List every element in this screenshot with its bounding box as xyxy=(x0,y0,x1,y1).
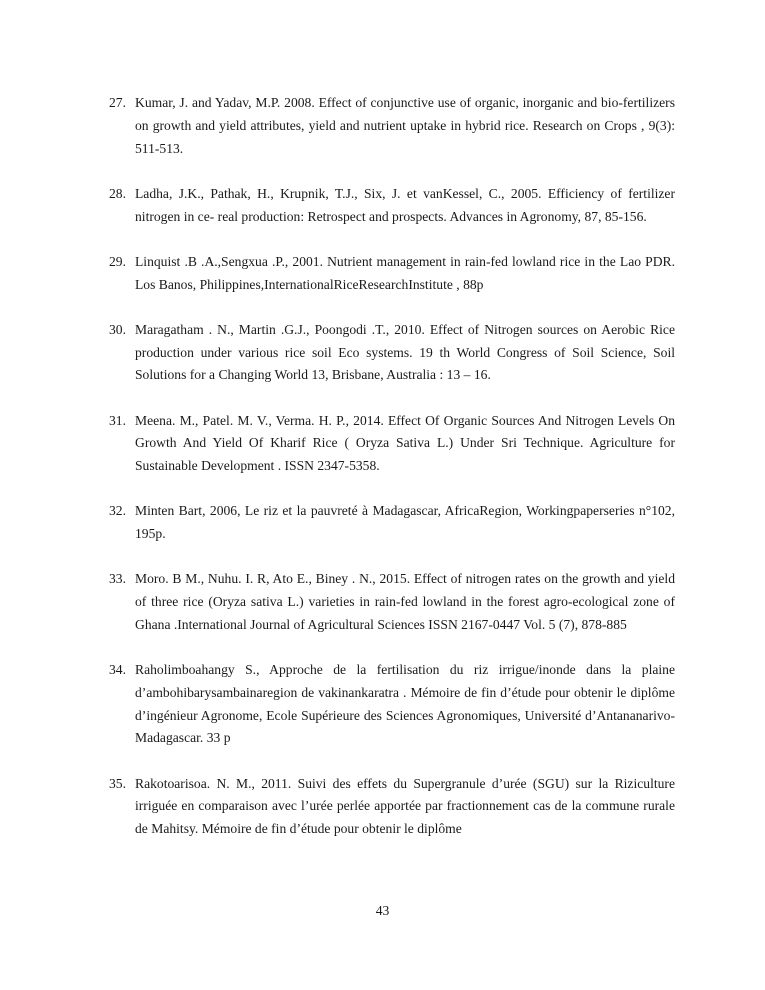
reference-list xyxy=(109,92,675,863)
reference-text: Rakotoarisoa. N. M., 2011. Suivi des effets du Supergranule d’urée (SGU) sur la Riziculture irriguée en comparaison avec l’urée perlée apportée par fractionnement cas de la commune rurale de Mahitsy. Mémoire de fin d’étude pour obtenir le diplôme xyxy=(135,775,675,837)
reference-text: Raholimboahangy S., Approche de la fertilisation du riz irrigue/inonde dans la plaine d’ambohibarysambainaregion de vakinankaratra . Mémoire de fin d’étude pour obtenir le diplôme d’ingénieur Agronome, Ecole Supérieure des Sciences Agronomiques, Université d’Antananarivo-Madagascar. 33 p xyxy=(135,662,675,746)
reference-text: Meena. M., Patel. M. V., Verma. H. P., 2014. Effect Of Organic Sources And Nitrogen Levels On Growth And Yield Of Kharif Rice ( Oryza Sativa L.) Under Sri Technique. Agriculture for Sustainable Development . ISSN 2347-5358. xyxy=(135,412,675,474)
reference-item xyxy=(109,410,675,478)
reference-number: 34. xyxy=(109,662,126,678)
reference-number: 31. xyxy=(109,412,126,428)
reference-item xyxy=(109,500,675,546)
reference-text: Maragatham . N., Martin .G.J., Poongodi .T., 2010. Effect of Nitrogen sources on Aerobic Rice production under various rice soil Eco systems. 19 th World Congress of Soil Science, Soil Solutions for a Changing World 13, Brisbane, Australia : 13 – 16. xyxy=(135,321,675,383)
reference-text: Linquist .B .A.,Sengxua .P., 2001. Nutrient management in rain-fed lowland rice in the Lao PDR. Los Banos, Philippines,InternationalRiceResearchInstitute , 88p xyxy=(135,253,675,292)
reference-item xyxy=(109,319,675,387)
reference-item xyxy=(109,568,675,636)
page-number: 43 xyxy=(375,903,390,918)
reference-number: 30. xyxy=(109,321,126,337)
reference-number: 32. xyxy=(109,503,126,519)
reference-item xyxy=(109,659,675,750)
reference-number: 27. xyxy=(109,95,126,110)
reference-item xyxy=(109,251,675,297)
reference-number: 29. xyxy=(109,253,126,269)
reference-text: Minten Bart, 2006, Le riz et la pauvreté à Madagascar, AfricaRegion, Workingpaperseries n°102, 195p. xyxy=(135,503,675,542)
reference-item xyxy=(109,773,675,841)
reference-number: 35. xyxy=(109,775,126,791)
reference-text: Moro. B M., Nuhu. I. R, Ato E., Biney . N., 2015. Effect of nitrogen rates on the growth and yield of three rice (Oryza sativa L.) varieties in rain-fed lowland in the forest agro-ecological zone of Ghana .International Journal of Agricultural Sciences ISSN 2167-0447 Vol. 5 (7), 878-885 xyxy=(135,571,675,632)
reference-number: 28. xyxy=(109,185,126,201)
reference-number: 33. xyxy=(109,571,126,587)
reference-item xyxy=(109,92,675,160)
reference-text: Ladha, J.K., Pathak, H., Krupnik, T.J., Six, J. et vanKessel, C., 2005. Efficiency of fertilizer nitrogen in ce- real production: Retrospect and prospects. Advances in Agronomy, 87, 85-156. xyxy=(135,185,675,224)
reference-item xyxy=(109,183,675,229)
reference-text: Kumar, J. and Yadav, M.P. 2008. Effect of conjunctive use of organic, inorganic and bio-fertilizers on growth and yield attributes, yield and nutrient uptake in hybrid rice. Research on Crops , 9(3): 511-513. xyxy=(135,95,675,156)
